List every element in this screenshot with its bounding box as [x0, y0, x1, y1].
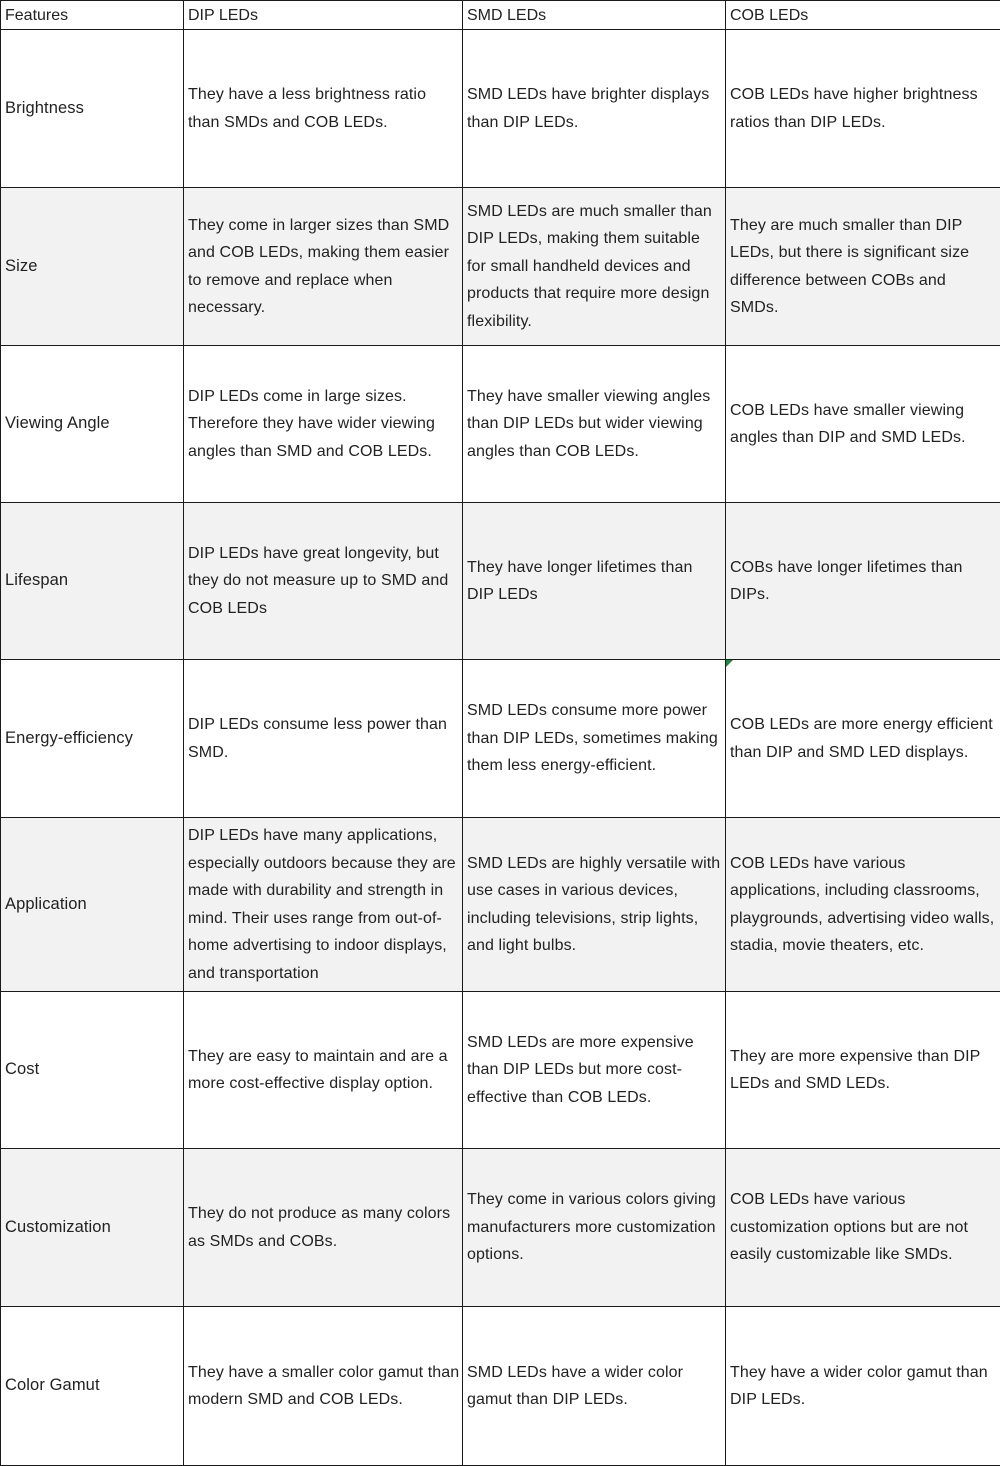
dip-cell: They have a less brightness ratio than SMDs and COB LEDs.: [184, 30, 463, 188]
smd-cell: SMD LEDs are much smaller than DIP LEDs, making them suitable for small handheld devices and products that require more design flexibility.: [463, 188, 726, 346]
table-row-color-gamut: [1, 1307, 1000, 1466]
smd-cell: SMD LEDs consume more power than DIP LEDs, sometimes making them less energy-efficient.: [463, 660, 726, 818]
dip-cell: They come in larger sizes than SMD and COB LEDs, making them easier to remove and replace when necessary.: [184, 188, 463, 346]
table-row-brightness: [1, 30, 1000, 188]
feature-label: Viewing Angle: [1, 346, 184, 503]
smd-cell: SMD LEDs have brighter displays than DIP LEDs.: [463, 30, 726, 188]
header-cob-leds: COB LEDs: [726, 1, 1000, 30]
dip-cell: They have a smaller color gamut than modern SMD and COB LEDs.: [184, 1307, 463, 1466]
feature-label: Color Gamut: [1, 1307, 184, 1466]
smd-cell: SMD LEDs have a wider color gamut than DIP LEDs.: [463, 1307, 726, 1466]
feature-label: Customization: [1, 1149, 184, 1307]
table-row-cost: [1, 992, 1000, 1149]
feature-label: Lifespan: [1, 503, 184, 660]
smd-cell: They come in various colors giving manufacturers more customization options.: [463, 1149, 726, 1307]
feature-label: Energy-efficiency: [1, 660, 184, 818]
cob-cell: They have a wider color gamut than DIP LEDs.: [726, 1307, 1000, 1466]
smd-cell: They have longer lifetimes than DIP LEDs: [463, 503, 726, 660]
header-features: Features: [1, 1, 184, 30]
dip-cell: DIP LEDs have great longevity, but they do not measure up to SMD and COB LEDs: [184, 503, 463, 660]
cob-cell: They are much smaller than DIP LEDs, but there is significant size difference between COBs and SMDs.: [726, 188, 1000, 346]
cob-cell: They are more expensive than DIP LEDs and SMD LEDs.: [726, 992, 1000, 1149]
cob-cell: COB LEDs are more energy efficient than DIP and SMD LED displays.: [726, 660, 1000, 818]
header-row: [1, 1, 1000, 30]
table-row-application: [1, 818, 1000, 992]
cob-cell: COBs have longer lifetimes than DIPs.: [726, 503, 1000, 660]
table-row-viewing-angle: [1, 346, 1000, 503]
table-row-energy-efficiency: [1, 660, 1000, 818]
dip-cell: DIP LEDs consume less power than SMD.: [184, 660, 463, 818]
feature-label: Cost: [1, 992, 184, 1149]
dip-cell: They are easy to maintain and are a more cost-effective display option.: [184, 992, 463, 1149]
cob-cell: COB LEDs have smaller viewing angles than DIP and SMD LEDs.: [726, 346, 1000, 503]
header-dip-leds: DIP LEDs: [184, 1, 463, 30]
dip-cell: DIP LEDs have many applications, especially outdoors because they are made with durability and strength in mind. Their uses range from out-of-home advertising to indoor displays, and transportation: [184, 818, 463, 992]
dip-cell: They do not produce as many colors as SMDs and COBs.: [184, 1149, 463, 1307]
feature-label: Brightness: [1, 30, 184, 188]
smd-cell: SMD LEDs are highly versatile with use cases in various devices, including televisions, strip lights, and light bulbs.: [463, 818, 726, 992]
cob-cell: COB LEDs have various applications, including classrooms, playgrounds, advertising video walls, stadia, movie theaters, etc.: [726, 818, 1000, 992]
table-row-size: [1, 188, 1000, 346]
smd-cell: They have smaller viewing angles than DIP LEDs but wider viewing angles than COB LEDs.: [463, 346, 726, 503]
cob-cell: COB LEDs have higher brightness ratios than DIP LEDs.: [726, 30, 1000, 188]
header-smd-leds: SMD LEDs: [463, 1, 726, 30]
feature-label: Application: [1, 818, 184, 992]
smd-cell: SMD LEDs are more expensive than DIP LEDs but more cost-effective than COB LEDs.: [463, 992, 726, 1149]
dip-cell: DIP LEDs come in large sizes. Therefore they have wider viewing angles than SMD and COB LEDs.: [184, 346, 463, 503]
cob-cell: COB LEDs have various customization options but are not easily customizable like SMDs.: [726, 1149, 1000, 1307]
feature-label: Size: [1, 188, 184, 346]
table-row-lifespan: [1, 503, 1000, 660]
table-row-customization: [1, 1149, 1000, 1307]
